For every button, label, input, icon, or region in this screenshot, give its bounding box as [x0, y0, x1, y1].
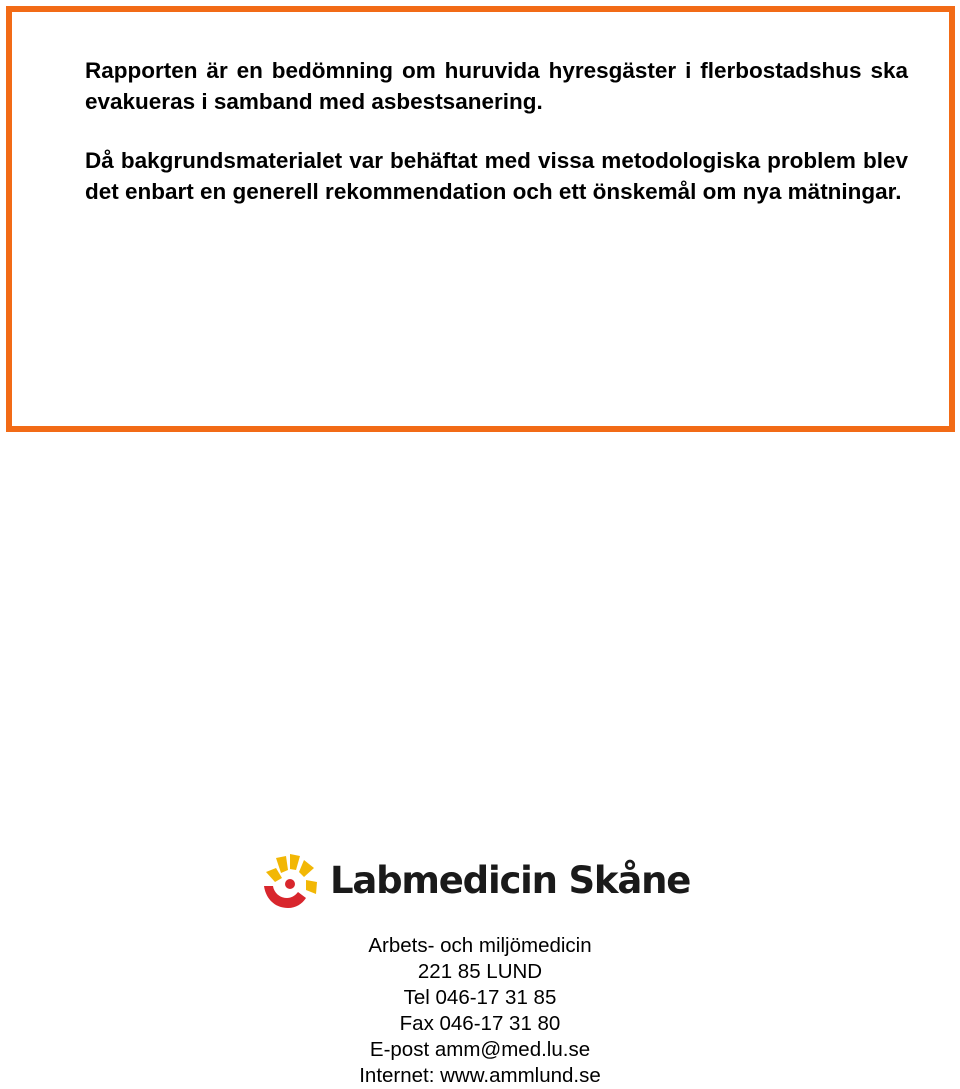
summary-paragraph-1: Rapporten är en bedömning om huruvida hyresgäster i flerbostadshus ska evakueras i samband med asbestsanering.: [85, 58, 908, 114]
summary-paragraph-2: Då bakgrundsmaterialet var behäftat med vissa metodologiska problem blev det enbart en generell rekommendation och ett önskemål om nya mätningar.: [85, 148, 908, 204]
contact-email: E-post amm@med.lu.se: [369, 1038, 591, 1061]
contact-department: Arbets- och miljömedicin: [368, 934, 592, 957]
logo-text: Labmedicin Skåne: [330, 859, 691, 902]
sun-logo-icon: [262, 852, 318, 910]
labmedicin-logo: [262, 852, 692, 910]
contact-fax: Fax 046-17 31 80: [399, 1012, 561, 1035]
summary-box: [6, 6, 955, 432]
contact-block: [0, 933, 960, 1089]
contact-address: 221 85 LUND: [417, 960, 543, 983]
contact-phone: Tel 046-17 31 85: [403, 986, 557, 1009]
contact-internet: Internet: www.ammlund.se: [359, 1064, 601, 1087]
